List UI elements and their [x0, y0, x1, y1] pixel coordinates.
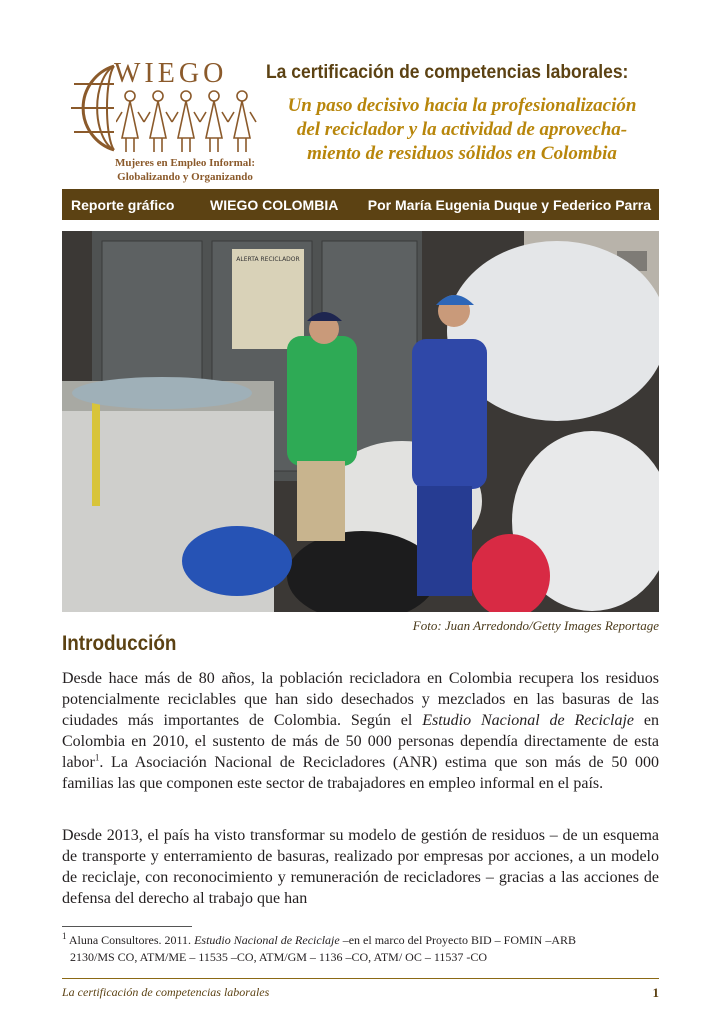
- organization-name: WIEGO COLOMBIA: [210, 197, 339, 213]
- section-heading: Introducción: [62, 632, 177, 655]
- page-title: La certificación de competencias laborales:: [266, 62, 629, 83]
- footer-divider: [62, 978, 659, 979]
- subtitle-line-3: miento de residuos sólidos en Colombia: [307, 143, 617, 164]
- footnote-ref[interactable]: 1: [94, 752, 100, 763]
- photo-caption: Foto: Juan Arredondo/Getty Images Reportage: [412, 618, 659, 633]
- footnote-divider: [62, 926, 192, 927]
- footnote-number: 1: [62, 931, 67, 941]
- p1-text-b: en Colombia en 2010, el sustento de más de 50 000 personas dependía directamente de esta labor: [62, 712, 659, 771]
- alert-sign-title: ALERTA RECICLADOR: [236, 256, 300, 263]
- women-figures-icon: [116, 88, 258, 154]
- footnote-line-2: 2130/MS CO, ATM/ME – 11535 –CO, ATM/GM – 1136 –CO, ATM/ OC – 11537 -CO: [70, 950, 488, 964]
- p1-study-title: Estudio Nacional de Reciclaje: [422, 712, 635, 729]
- page-number: 1: [652, 985, 659, 1000]
- footnote-text-b: –en el marco del Proyecto BID – FOMIN –ARB: [339, 933, 576, 947]
- running-title: La certificación de competencias laborales: [62, 985, 270, 999]
- alert-sign: [232, 249, 304, 349]
- authors: Por María Eugenia Duque y Federico Parra: [367, 197, 651, 213]
- photo-illustration: [62, 231, 659, 612]
- footnote-text-a: Aluna Consultores. 2011.: [66, 933, 195, 947]
- logo-tagline: [100, 156, 270, 184]
- wiego-logo: [60, 58, 260, 186]
- footnote-title: Estudio Nacional de Reciclaje: [194, 933, 340, 947]
- recyclers-photo: [62, 231, 659, 612]
- report-type: Reporte gráfico: [71, 197, 175, 213]
- page-subtitle: [262, 94, 662, 166]
- report-banner: [62, 189, 659, 220]
- p1-text-c: . La Asociación Nacional de Recicladores (ANR) estima que son más de 50 000 familias las que componen este sector de trabajadores en empleo informal en el país.: [62, 754, 659, 792]
- subtitle-line-2: del reciclador y la actividad de aprovecha-: [296, 119, 628, 140]
- p1-text-a: Desde hace más de 80 años, la población recicladora en Colombia recupera los residuos potencialmente reciclables que han sido desechados y mezclados en las basuras de las ciudades más importantes de Colombia. Según el: [62, 670, 659, 729]
- footnote: [62, 932, 659, 966]
- globe-icon: [60, 62, 116, 154]
- subtitle-line-1: Un paso decisivo hacia la profesionalización: [287, 95, 637, 116]
- logo-wordmark: WIEGO: [114, 58, 228, 89]
- paragraph-2: Desde 2013, el país ha visto transformar su modelo de gestión de residuos – de un esquema de transporte y enterramiento de basuras, realizado por empresas por acciones, a un modelo de reciclaje, con reconocimiento y remuneración de recicladores – gracias a las acciones de defensa del derecho al trabajo que han: [62, 827, 659, 907]
- paragraph-1: [62, 668, 659, 794]
- tagline-line-1: Mujeres en Empleo Informal:: [114, 157, 256, 169]
- tagline-line-2: Globalizando y Organizando: [117, 171, 253, 183]
